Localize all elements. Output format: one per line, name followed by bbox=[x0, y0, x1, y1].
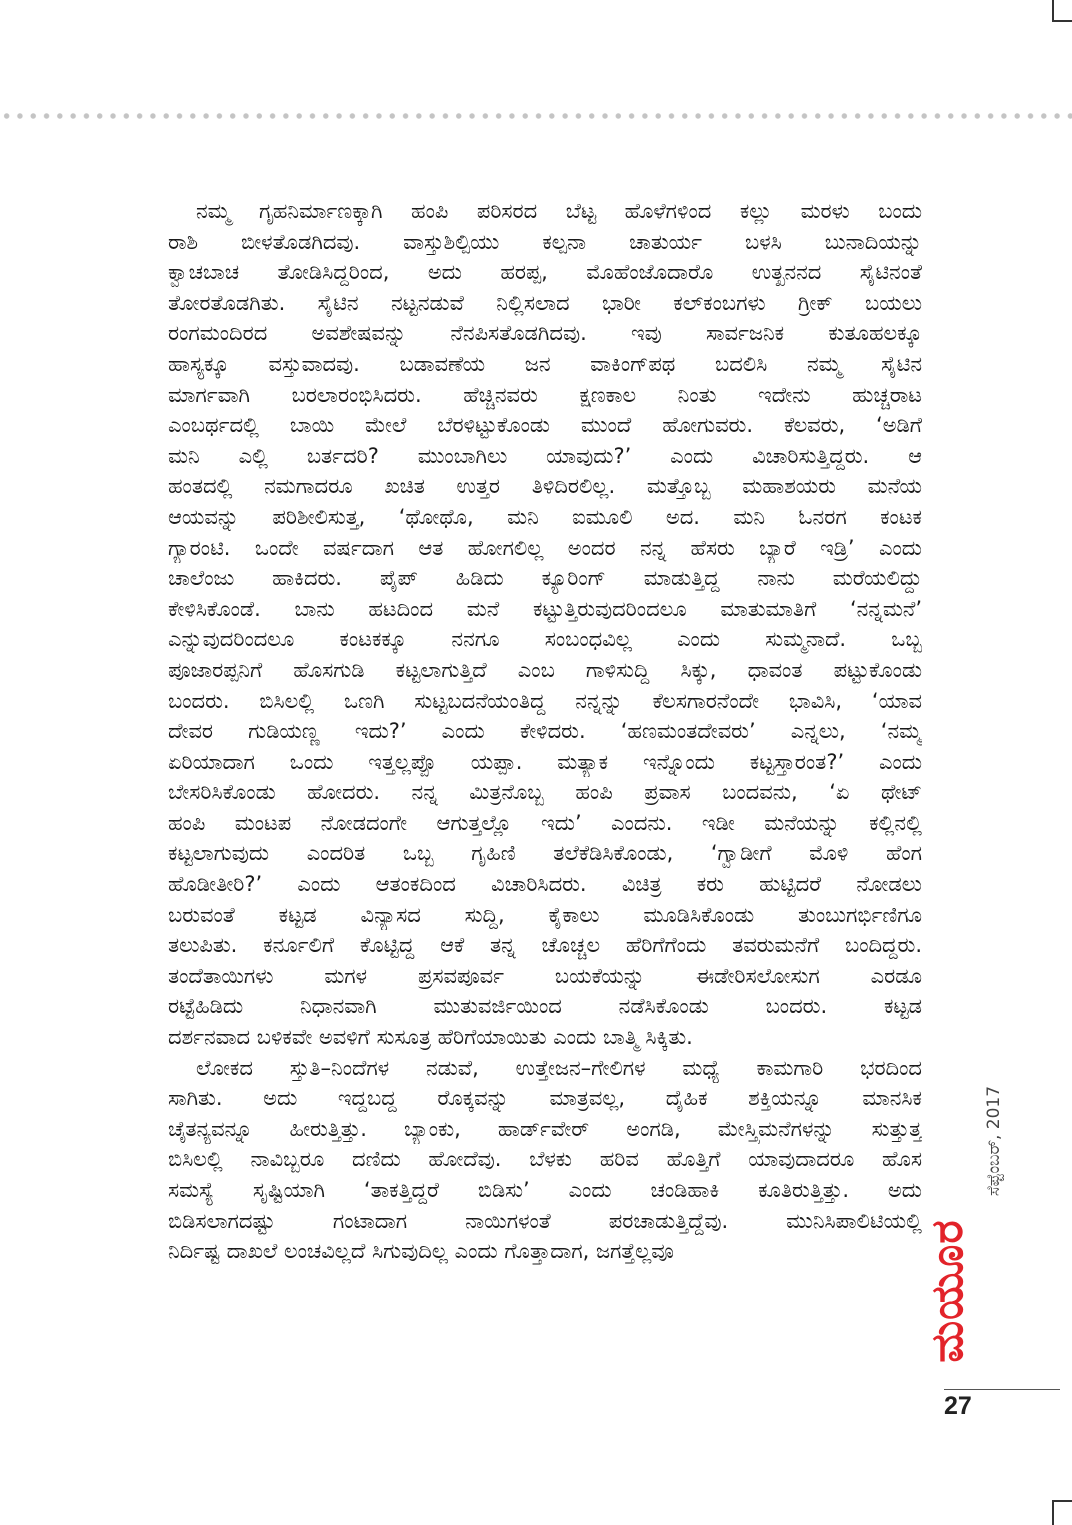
article-line: ಮಾರ್ಗವಾಗಿ ಬರಲಾರಂಭಿಸಿದರು. ಹೆಚ್ಚಿನವರು ಕ್ಷಣಕಾಲ ನಿಂತು ಇದೇನು ಹುಚ್ಚರಾಟ bbox=[168, 382, 922, 407]
article-line: ಬಿಸಿಲಲ್ಲಿ ನಾವಿಬ್ಬರೂ ದಣಿದು ಹೋದೆವು. ಬೆಳಕು ಹರಿವ ಹೊತ್ತಿಗೆ ಯಾವುದಾದರೂ ಹೊಸ bbox=[168, 1147, 922, 1172]
article-line: ಕೇಳಿಸಿಕೊಂಡೆ. ಬಾನು ಹಟದಿಂದ ಮನೆ ಕಟ್ಟುತ್ತಿರುವುದರಿಂದಲೂ ಮಾತುಮಾತಿಗೆ ‘ನನ್ನಮನೆ’ bbox=[168, 596, 922, 621]
article-line: ಕಟ್ಟಲಾಗುವುದು ಎಂದರಿತ ಒಬ್ಬ ಗೃಹಿಣಿ ತಲೆಕೆಡಿಸಿಕೊಂಡು, ‘ಗ್ವಾಡೀಗೆ ಮೊಳಿ ಹೆಂಗ bbox=[168, 841, 922, 866]
issue-date: ಸೆಪ್ಟೆಂಬರ್, 2017 bbox=[984, 1085, 1004, 1197]
article-line: ಬರುವಂತೆ ಕಟ್ಟಡ ವಿನ್ಯಾಸದ ಸುದ್ದಿ, ಕೈಕಾಲು ಮೂಡಿಸಿಕೊಂಡು ತುಂಬುಗರ್ಭಿಣಿಗೂ bbox=[168, 902, 922, 927]
page-number: 27 bbox=[944, 1392, 972, 1420]
article-line: ಹಂಪಿ ಮಂಟಪ ನೋಡದಂಗೇ ಆಗುತ್ತಲ್ಲೊ ಇದು’ ಎಂದನು. ಇಡೀ ಮನೆಯನ್ನು ಕಲ್ಲಿನಲ್ಲಿ bbox=[168, 810, 922, 835]
dotted-separator bbox=[0, 112, 1072, 120]
article-line: ಎಂಬರ್ಥದಲ್ಲಿ ಬಾಯಿ ಮೇಲೆ ಬೆರಳಿಟ್ಟುಕೊಂಡು ಮುಂದೆ ಹೋಗುವರು. ಕೆಲವರು, ‘ಅಡಿಗೆ bbox=[168, 413, 922, 438]
article-line: ಸಾಗಿತು. ಅದು ಇದ್ದಬದ್ದ ರೊಕ್ಕವನ್ನು ಮಾತ್ರವಲ್ಲ, ದೈಹಿಕ ಶಕ್ತಿಯನ್ನೂ ಮಾನಸಿಕ bbox=[168, 1086, 922, 1111]
magazine-masthead: ಮಯೂರ bbox=[922, 1219, 973, 1363]
article-line: ಏರಿಯಾದಾಗ ಒಂದು ಇತ್ತಲ್ಲಪ್ಪೊ ಯಪ್ಪಾ. ಮತ್ಯಾಕ ಇನ್ನೊಂದು ಕಟ್ಟಸ್ತಾರಂತ?’ ಎಂದು bbox=[168, 749, 922, 774]
article-line: ತೋರತೊಡಗಿತು. ಸೈಟಿನ ನಟ್ಟನಡುವೆ ನಿಲ್ಲಿಸಲಾದ ಭಾರೀ ಕಲ್‌ಕಂಬಗಳು ಗ್ರೀಕ್ ಬಯಲು bbox=[168, 290, 922, 315]
article-line: ಬೇಸರಿಸಿಕೊಂಡು ಹೋದರು. ನನ್ನ ಮಿತ್ರನೊಬ್ಬ ಹಂಪಿ ಪ್ರವಾಸ ಬಂದವನು, ‘ಏ ಥೇಟ್ bbox=[168, 780, 922, 805]
article-line: ಚೈತನ್ಯವನ್ನೂ ಹೀರುತ್ತಿತ್ತು. ಬ್ಯಾಂಕು, ಹಾರ್ಡ್‌ವೇರ್ ಅಂಗಡಿ, ಮೇಸ್ತ್ರಿಮನೆಗಳನ್ನು ಸುತ್ತುತ್ತ bbox=[168, 1116, 922, 1141]
article-line: ತಲುಪಿತು. ಕರ್ನೂಲಿಗೆ ಕೊಟ್ಟಿದ್ದ ಆಕೆ ತನ್ನ ಚೊಚ್ಚಲ ಹೆರಿಗೆಗೆಂದು ತವರುಮನೆಗೆ ಬಂದಿದ್ದರು. bbox=[168, 933, 922, 958]
article-line: ನಿರ್ದಿಷ್ಟ ದಾಖಲೆ ಲಂಚವಿಲ್ಲದೆ ಸಿಗುವುದಿಲ್ಲ ಎಂದು ಗೊತ್ತಾದಾಗ, ಜಗತ್ತೆಲ್ಲವೂ bbox=[168, 1239, 674, 1264]
article-line: ಸಮಸ್ಯೆ ಸೃಷ್ಟಿಯಾಗಿ ‘ತಾಕತ್ತಿದ್ದರೆ ಬಿಡಿಸು’ ಎಂದು ಚಂಡಿಹಾಕಿ ಕೂತಿರುತ್ತಿತ್ತು. ಅದು bbox=[168, 1178, 922, 1202]
crop-mark-bottom-right-h bbox=[1052, 1500, 1072, 1502]
article-line: ಲೋಕದ ಸ್ತುತಿ–ನಿಂದೆಗಳ ನಡುವೆ, ಉತ್ತೇಜನ–ಗೇಲಿಗಳ ಮಧ್ಯೆ ಕಾಮಗಾರಿ ಭರದಿಂದ bbox=[196, 1055, 922, 1080]
crop-mark-top-right-h bbox=[1052, 20, 1072, 22]
article-line: ಬಿಡಿಸಲಾಗದಷ್ಟು ಗಂಟಾದಾಗ ನಾಯಿಗಳಂತೆ ಪರಚಾಡುತ್ತಿದ್ದೆವು. ಮುನಿಸಿಪಾಲಿಟಿಯಲ್ಲಿ bbox=[168, 1208, 922, 1233]
article-line: ರಂಗಮಂದಿರದ ಅವಶೇಷವನ್ನು ನೆನಪಿಸತೊಡಗಿದವು. ಇವು ಸಾರ್ವಜನಿಕ ಕುತೂಹಲಕ್ಕೂ bbox=[168, 321, 922, 346]
article-line: ರಾಶಿ ಬೀಳತೊಡಗಿದವು. ವಾಸ್ತುಶಿಲ್ಪಿಯು ಕಲ್ಪನಾ ಚಾತುರ್ಯ ಬಳಸಿ ಬುನಾದಿಯನ್ನು bbox=[168, 229, 922, 254]
article-line: ಕ್ವಾಚಬಾಚ ತೋಡಿಸಿದ್ದರಿಂದ, ಅದು ಹರಪ್ಪ, ಮೊಹೆಂಜೊದಾರೊ ಉತ್ಖನನದ ಸೈಟಿನಂತೆ bbox=[168, 260, 922, 285]
article-line: ಗ್ಯಾರಂಟಿ. ಒಂದೇ ವರ್ಷದಾಗ ಆತ ಹೋಗಲಿಲ್ಲ ಅಂದರ ನನ್ನ ಹೆಸರು ಬ್ಯಾರೆ ಇಡ್ರಿ’ ಎಂದು bbox=[168, 535, 922, 560]
article-line: ದೇವರ ಗುಡಿಯಣ್ಣ ಇದು?’ ಎಂದು ಕೇಳಿದರು. ‘ಹಣಮಂತದೇವರು’ ಎನ್ನಲು, ‘ನಮ್ಮ bbox=[168, 719, 922, 744]
article-line: ಹಾಸ್ಯಕ್ಕೂ ವಸ್ತುವಾದವು. ಬಡಾವಣೆಯ ಜನ ವಾಕಿಂಗ್‌ಪಥ ಬದಲಿಸಿ ನಮ್ಮ ಸೈಟಿನ bbox=[168, 351, 922, 376]
article-line: ದರ್ಶನವಾದ ಬಳಿಕವೇ ಅವಳಿಗೆ ಸುಸೂತ್ರ ಹೆರಿಗೆಯಾಯಿತು ಎಂದು ಬಾತ್ಮಿ ಸಿಕ್ಕಿತು. bbox=[168, 1025, 693, 1050]
article-line: ಹೊಡೀತೀರಿ?’ ಎಂದು ಆತಂಕದಿಂದ ವಿಚಾರಿಸಿದರು. ವಿಚಿತ್ರ ಕರು ಹುಟ್ಟಿದರೆ ನೋಡಲು bbox=[168, 872, 922, 897]
article-line: ಬಂದರು. ಬಿಸಿಲಲ್ಲಿ ಒಣಗಿ ಸುಟ್ಟಬದನೆಯಂತಿದ್ದ ನನ್ನನ್ನು ಕೆಲಸಗಾರನೆಂದೇ ಭಾವಿಸಿ, ‘ಯಾವ bbox=[168, 688, 922, 713]
page-number-rule bbox=[944, 1389, 1060, 1390]
article-line: ಆಯವನ್ನು ಪರಿಶೀಲಿಸುತ್ತ, ‘ಥೋಥೊ, ಮನಿ ಐಮೂಲಿ ಅದ. ಮನಿ ಓನರಗ ಕಂಟಕ bbox=[168, 504, 922, 529]
crop-mark-bottom-right bbox=[1052, 1500, 1054, 1525]
article-line: ಮನಿ ಎಲ್ಲಿ ಬರ್ತದರಿ? ಮುಂಬಾಗಿಲು ಯಾವುದು?’ ಎಂದು ವಿಚಾರಿಸುತ್ತಿದ್ದರು. ಆ bbox=[168, 443, 922, 468]
article-body bbox=[168, 196, 922, 1267]
article-line: ತಂದೆತಾಯಿಗಳು ಮಗಳ ಪ್ರಸವಪೂರ್ವ ಬಯಕೆಯನ್ನು ಈಡೇರಿಸಲೋಸುಗ ಎರಡೂ bbox=[168, 963, 922, 988]
article-line: ಪೂಜಾರಪ್ಪನಿಗೆ ಹೊಸಗುಡಿ ಕಟ್ಟಲಾಗುತ್ತಿದೆ ಎಂಬ ಗಾಳಿಸುದ್ದಿ ಸಿಕ್ಕು, ಧಾವಂತ ಪಟ್ಟುಕೊಂಡು bbox=[168, 657, 922, 682]
article-line: ರಟ್ಟೆಹಿಡಿದು ನಿಧಾನವಾಗಿ ಮುತುವರ್ಜಿಯಿಂದ ನಡೆಸಿಕೊಂಡು ಬಂದರು. ಕಟ್ಟಡ bbox=[168, 994, 922, 1019]
sidebar bbox=[922, 1085, 1058, 1396]
article-line: ಎನ್ನುವುದರಿಂದಲೂ ಕಂಟಕಕ್ಕೂ ನನಗೂ ಸಂಬಂಧವಿಲ್ಲ ಎಂದು ಸುಮ್ಮನಾದೆ. ಒಬ್ಬ bbox=[168, 627, 922, 652]
article-line: ನಮ್ಮ ಗೃಹನಿರ್ಮಾಣಕ್ಕಾಗಿ ಹಂಪಿ ಪರಿಸರದ ಬೆಟ್ಟ ಹೊಳೆಗಳಿಂದ ಕಲ್ಲು ಮರಳು ಬಂದು bbox=[196, 199, 922, 223]
article-line: ಹಂತದಲ್ಲಿ ನಮಗಾದರೂ ಖಚಿತ ಉತ್ತರ ತಿಳಿದಿರಲಿಲ್ಲ. ಮತ್ತೊಬ್ಬ ಮಹಾಶಯರು ಮನೆಯ bbox=[168, 474, 922, 499]
crop-mark-top-right bbox=[1052, 0, 1054, 22]
article-line: ಚಾಲೆಂಜು ಹಾಕಿದರು. ಪೈಪ್ ಹಿಡಿದು ಕ್ಯೂರಿಂಗ್ ಮಾಡುತ್ತಿದ್ದ ನಾನು ಮರೆಯಲಿದ್ದು bbox=[168, 566, 922, 591]
